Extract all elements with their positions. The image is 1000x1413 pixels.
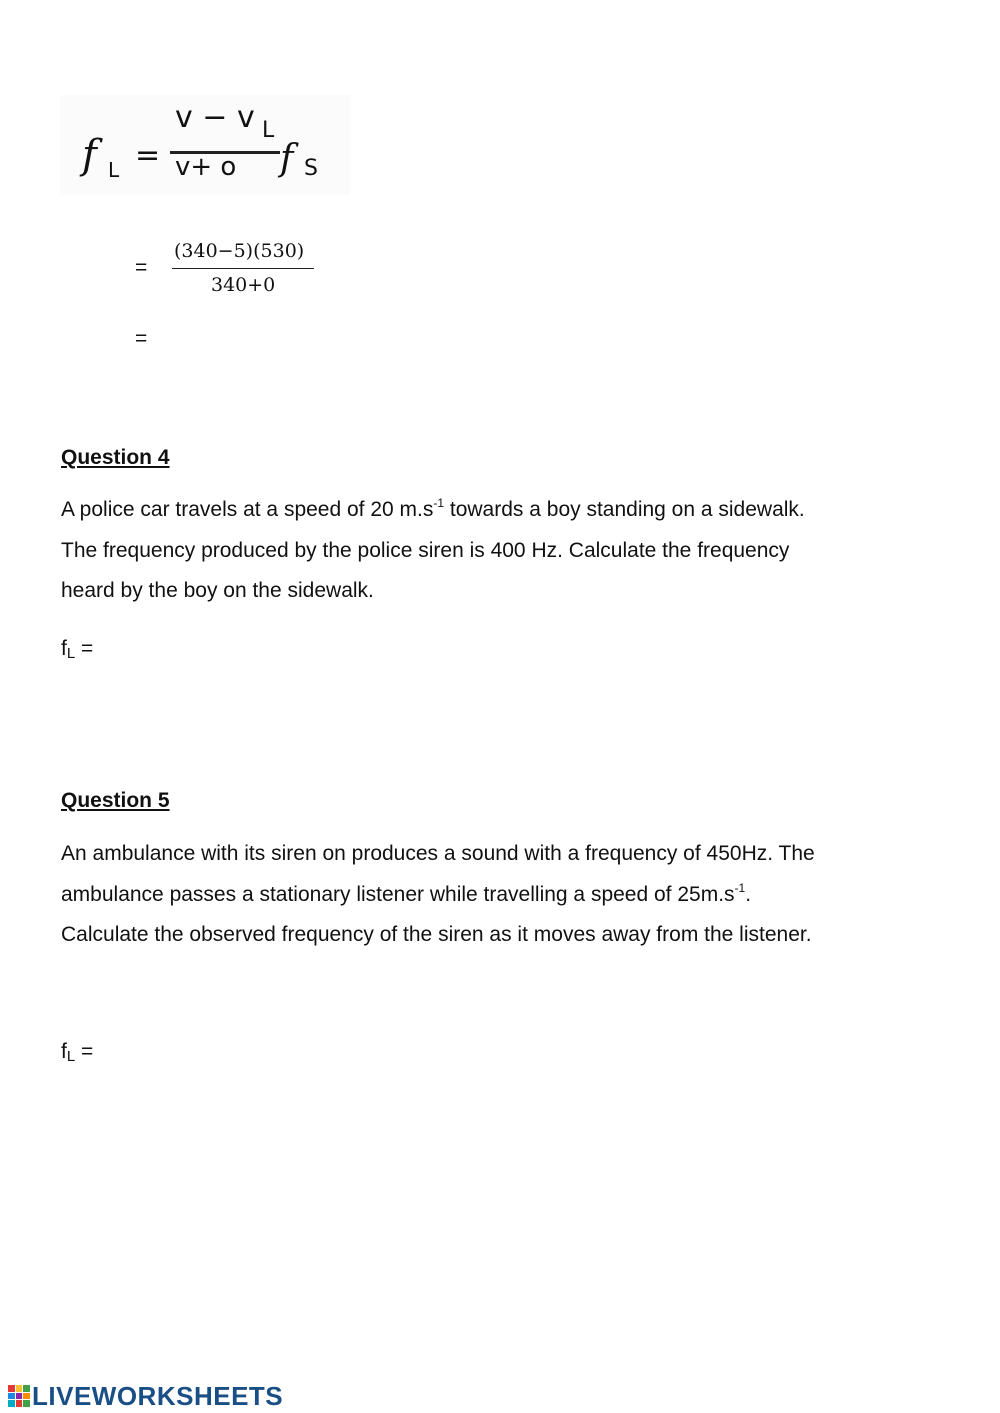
logo-square: [23, 1393, 30, 1400]
calc-denominator: 340+0: [211, 274, 276, 296]
logo-square: [8, 1385, 15, 1392]
liveworksheets-logo: [8, 1382, 283, 1410]
formula-numerator-subscript: L: [262, 118, 275, 143]
formula-equals: =: [135, 138, 161, 173]
formula-rhs-subscript: S: [304, 156, 318, 181]
question-4-text: [61, 490, 941, 612]
logo-square: [16, 1400, 23, 1407]
logo-square: [16, 1393, 23, 1400]
question-4-line-3: heard by the boy on the sidewalk.: [61, 579, 374, 602]
formula-lhs: f: [82, 132, 97, 178]
formula-rhs: f: [280, 138, 294, 179]
logo-square: [23, 1400, 30, 1407]
logo-square: [16, 1385, 23, 1392]
question-4-line-1: A police car travels at a speed of 20 $m.s^{-1}$ towards a boy standing on a sidewalk.: [61, 496, 805, 521]
question-5-heading: Question 5: [61, 789, 170, 812]
question-4-answer-label: $f_L$ =: [61, 637, 94, 662]
question-4-line-2: The frequency produced by the police siren is 400 Hz. Calculate the frequency: [61, 538, 790, 562]
question-5-line-1: An ambulance with its siren on produces a sound with a frequency of 450Hz. The: [61, 842, 815, 865]
formula-denominator: v+ o: [175, 152, 237, 182]
question-5-answer-label: $f_L$ =: [61, 1040, 94, 1065]
question-5-text: [61, 834, 941, 956]
logo-square: [8, 1393, 15, 1400]
calc-equals-2: =: [135, 327, 148, 350]
brand-name: LIVEWORKSHEETS: [32, 1380, 284, 1411]
formula-lhs-subscript: L: [108, 158, 120, 182]
question-4-heading: Question 4: [61, 446, 170, 469]
calc-numerator: (340−5)(530): [174, 240, 305, 262]
question-5-line-3: Calculate the observed frequency of the siren as it moves away from the listener.: [61, 923, 812, 946]
logo-icon: [8, 1385, 30, 1407]
question-5-line-2: ambulance passes a stationary listener while travelling a speed of $25m.s^{-1}$.: [61, 880, 752, 906]
calc-fraction-bar: [172, 268, 314, 269]
formula-numerator: v − v: [175, 100, 255, 135]
logo-square: [8, 1400, 15, 1407]
calc-equals-1: =: [135, 256, 148, 279]
logo-square: [23, 1385, 30, 1392]
